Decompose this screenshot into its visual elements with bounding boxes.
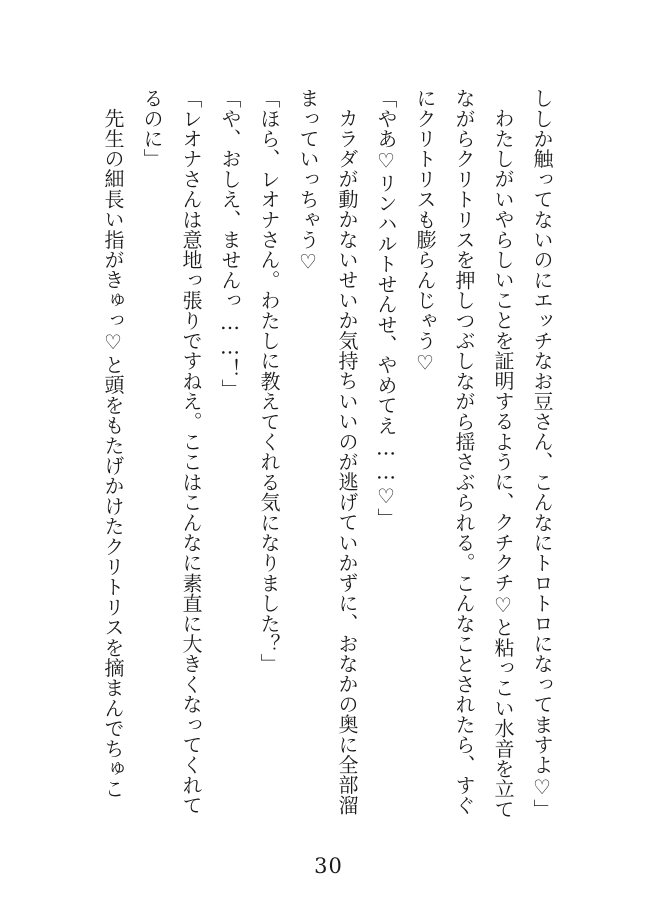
paragraph: わたしがいやらしいことを証明するように、クチクチ♡と粘っこい水音を立てながらクリトリスを押しつぶしながら揺さぶられる。こんなことされたら、すぐにクリトリスも膨らんじゃう♡ xyxy=(413,88,515,819)
paragraph: ししか触ってないのにエッチなお豆さん、こんなにトロトロになってますよ♡」 xyxy=(530,88,554,820)
page-number: 30 xyxy=(314,854,343,878)
paragraph: 「や、おしえ、ませんっ……！」 xyxy=(218,88,242,399)
paragraph: 「レオナさんは意地っ張りですねえ。ここはこんなに素直に大きくなってくれてるのに」 xyxy=(140,88,203,816)
vertical-text-body xyxy=(93,88,561,830)
paragraph: 「やあ♡リンハルトせんせ、やめてえ……♡」 xyxy=(374,88,398,529)
paragraph: カラダが動かないせいか気持ちいいのが逃げていかずに、おなかの奥に全部溜まっていっちゃう♡ xyxy=(296,88,359,815)
paragraph: 先生の細長い指がきゅっ♡と頭をもたげかけたクリトリスを摘まんでちゅこ xyxy=(101,108,125,799)
paragraph: 「ほら、レオナさん。わたしに教えてくれる気になりました？」 xyxy=(257,88,281,674)
